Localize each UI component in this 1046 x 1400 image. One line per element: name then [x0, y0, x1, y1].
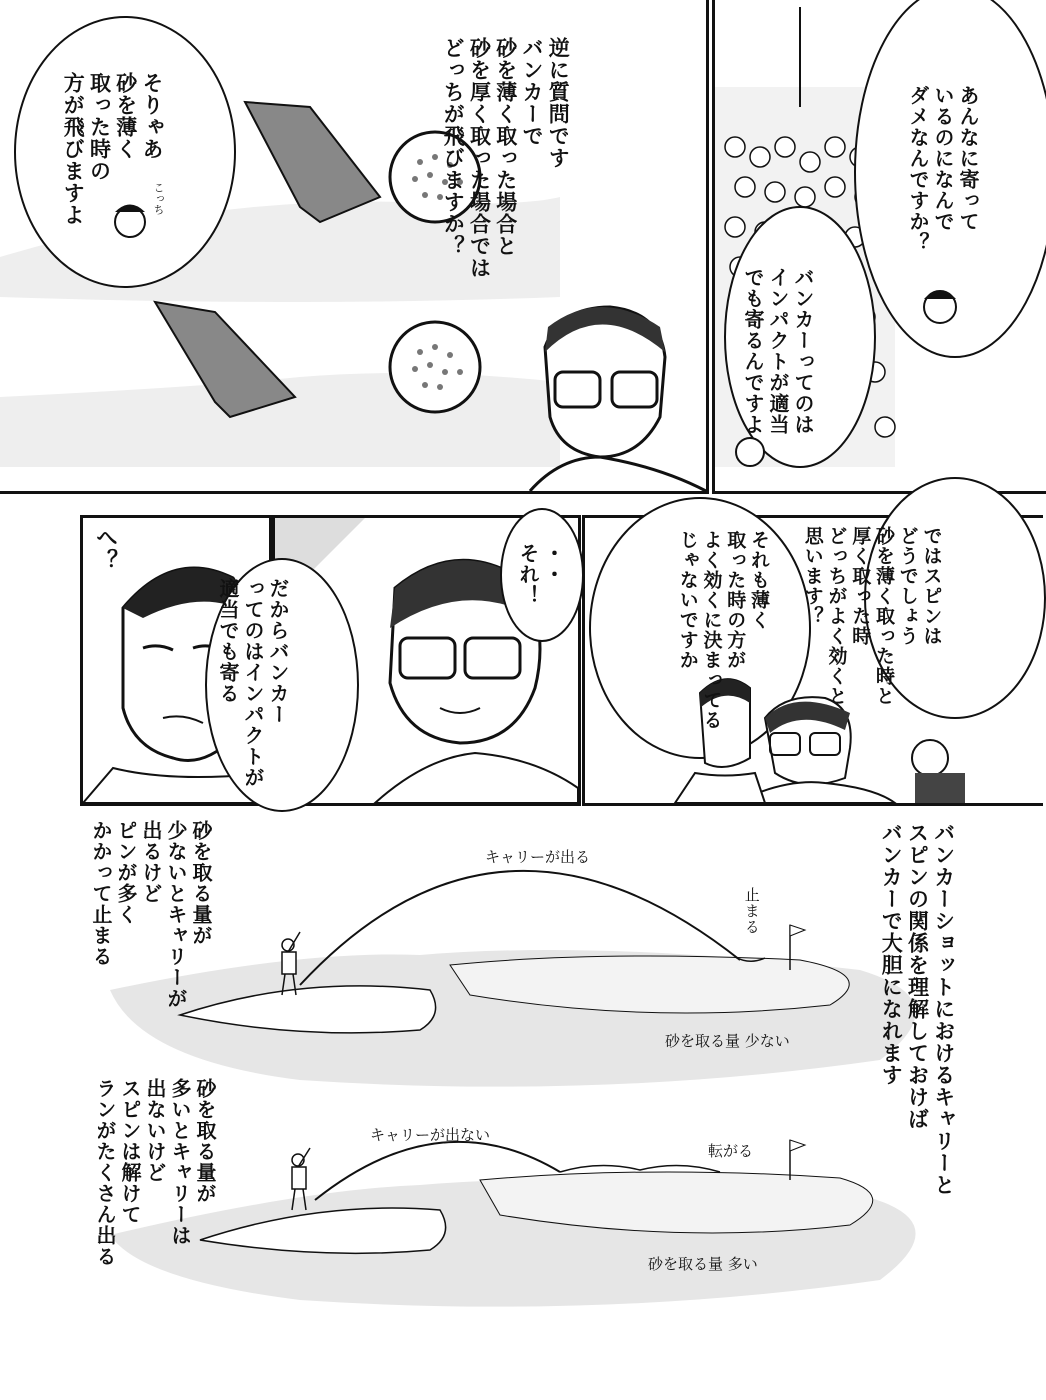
panel-spin-question — [582, 515, 1043, 806]
diagram-summary: バンカーショットにおけるキャリーと スピンの関係を理解しておけば バンカーで大胆になれます — [879, 822, 956, 1196]
question-speech: 逆に質問です バンカーで 砂を薄く取った場合と 砂を厚く取った場合では どっちが飛びますか？ — [441, 37, 571, 279]
bottom-roll-label: 転がる — [708, 1142, 754, 1160]
panel-why-not-good — [712, 0, 1046, 494]
answer-speech: そりゃあ 砂を薄く 取った時の 方が飛びますよ — [61, 72, 164, 226]
panel-thats-it — [216, 515, 581, 806]
bottom-side-note: 砂を取る量が 多いとキャリーは 出ないけど スピンは解けて ランがたくさん出る — [93, 1078, 217, 1267]
bottom-carry-label: キャリーが出ない — [370, 1126, 491, 1144]
top-stop-label: 止まる — [742, 887, 761, 935]
panel-sand-comparison — [0, 0, 709, 494]
top-sand-label: 砂を取る量 少ない — [665, 1032, 790, 1050]
top-side-note: 砂を取る量が 少ないとキャリーが 出るけど ピンが多く かかって止まる — [89, 820, 213, 1009]
pointing-note: こっち — [152, 182, 165, 215]
bunker-explanation-speech: バンカーってのは インパクトが適当 でも寄るんですよ — [741, 267, 815, 435]
bunker-statement-speech: だからバンカー ってのはインパクトが 適当でも寄る — [216, 578, 290, 788]
spin-answer-speech: それも薄く 取った時の方が よく効くに決まってる じゃないですか — [676, 530, 770, 730]
why-speech: あんなに寄って いるのになんで ダメなんですか？ — [906, 85, 980, 253]
spin-question-speech: ではスピンは どうでしょう 砂を薄く取った時と 厚く取った時 どっちがよく効くと 思います？ — [801, 526, 943, 706]
that-one-speech: ・・ それ！ — [516, 543, 565, 606]
top-carry-label: キャリーが出る — [485, 848, 591, 866]
huh-speech: へ？ — [92, 526, 118, 572]
bottom-sand-label: 砂を取る量 多い — [648, 1255, 758, 1273]
